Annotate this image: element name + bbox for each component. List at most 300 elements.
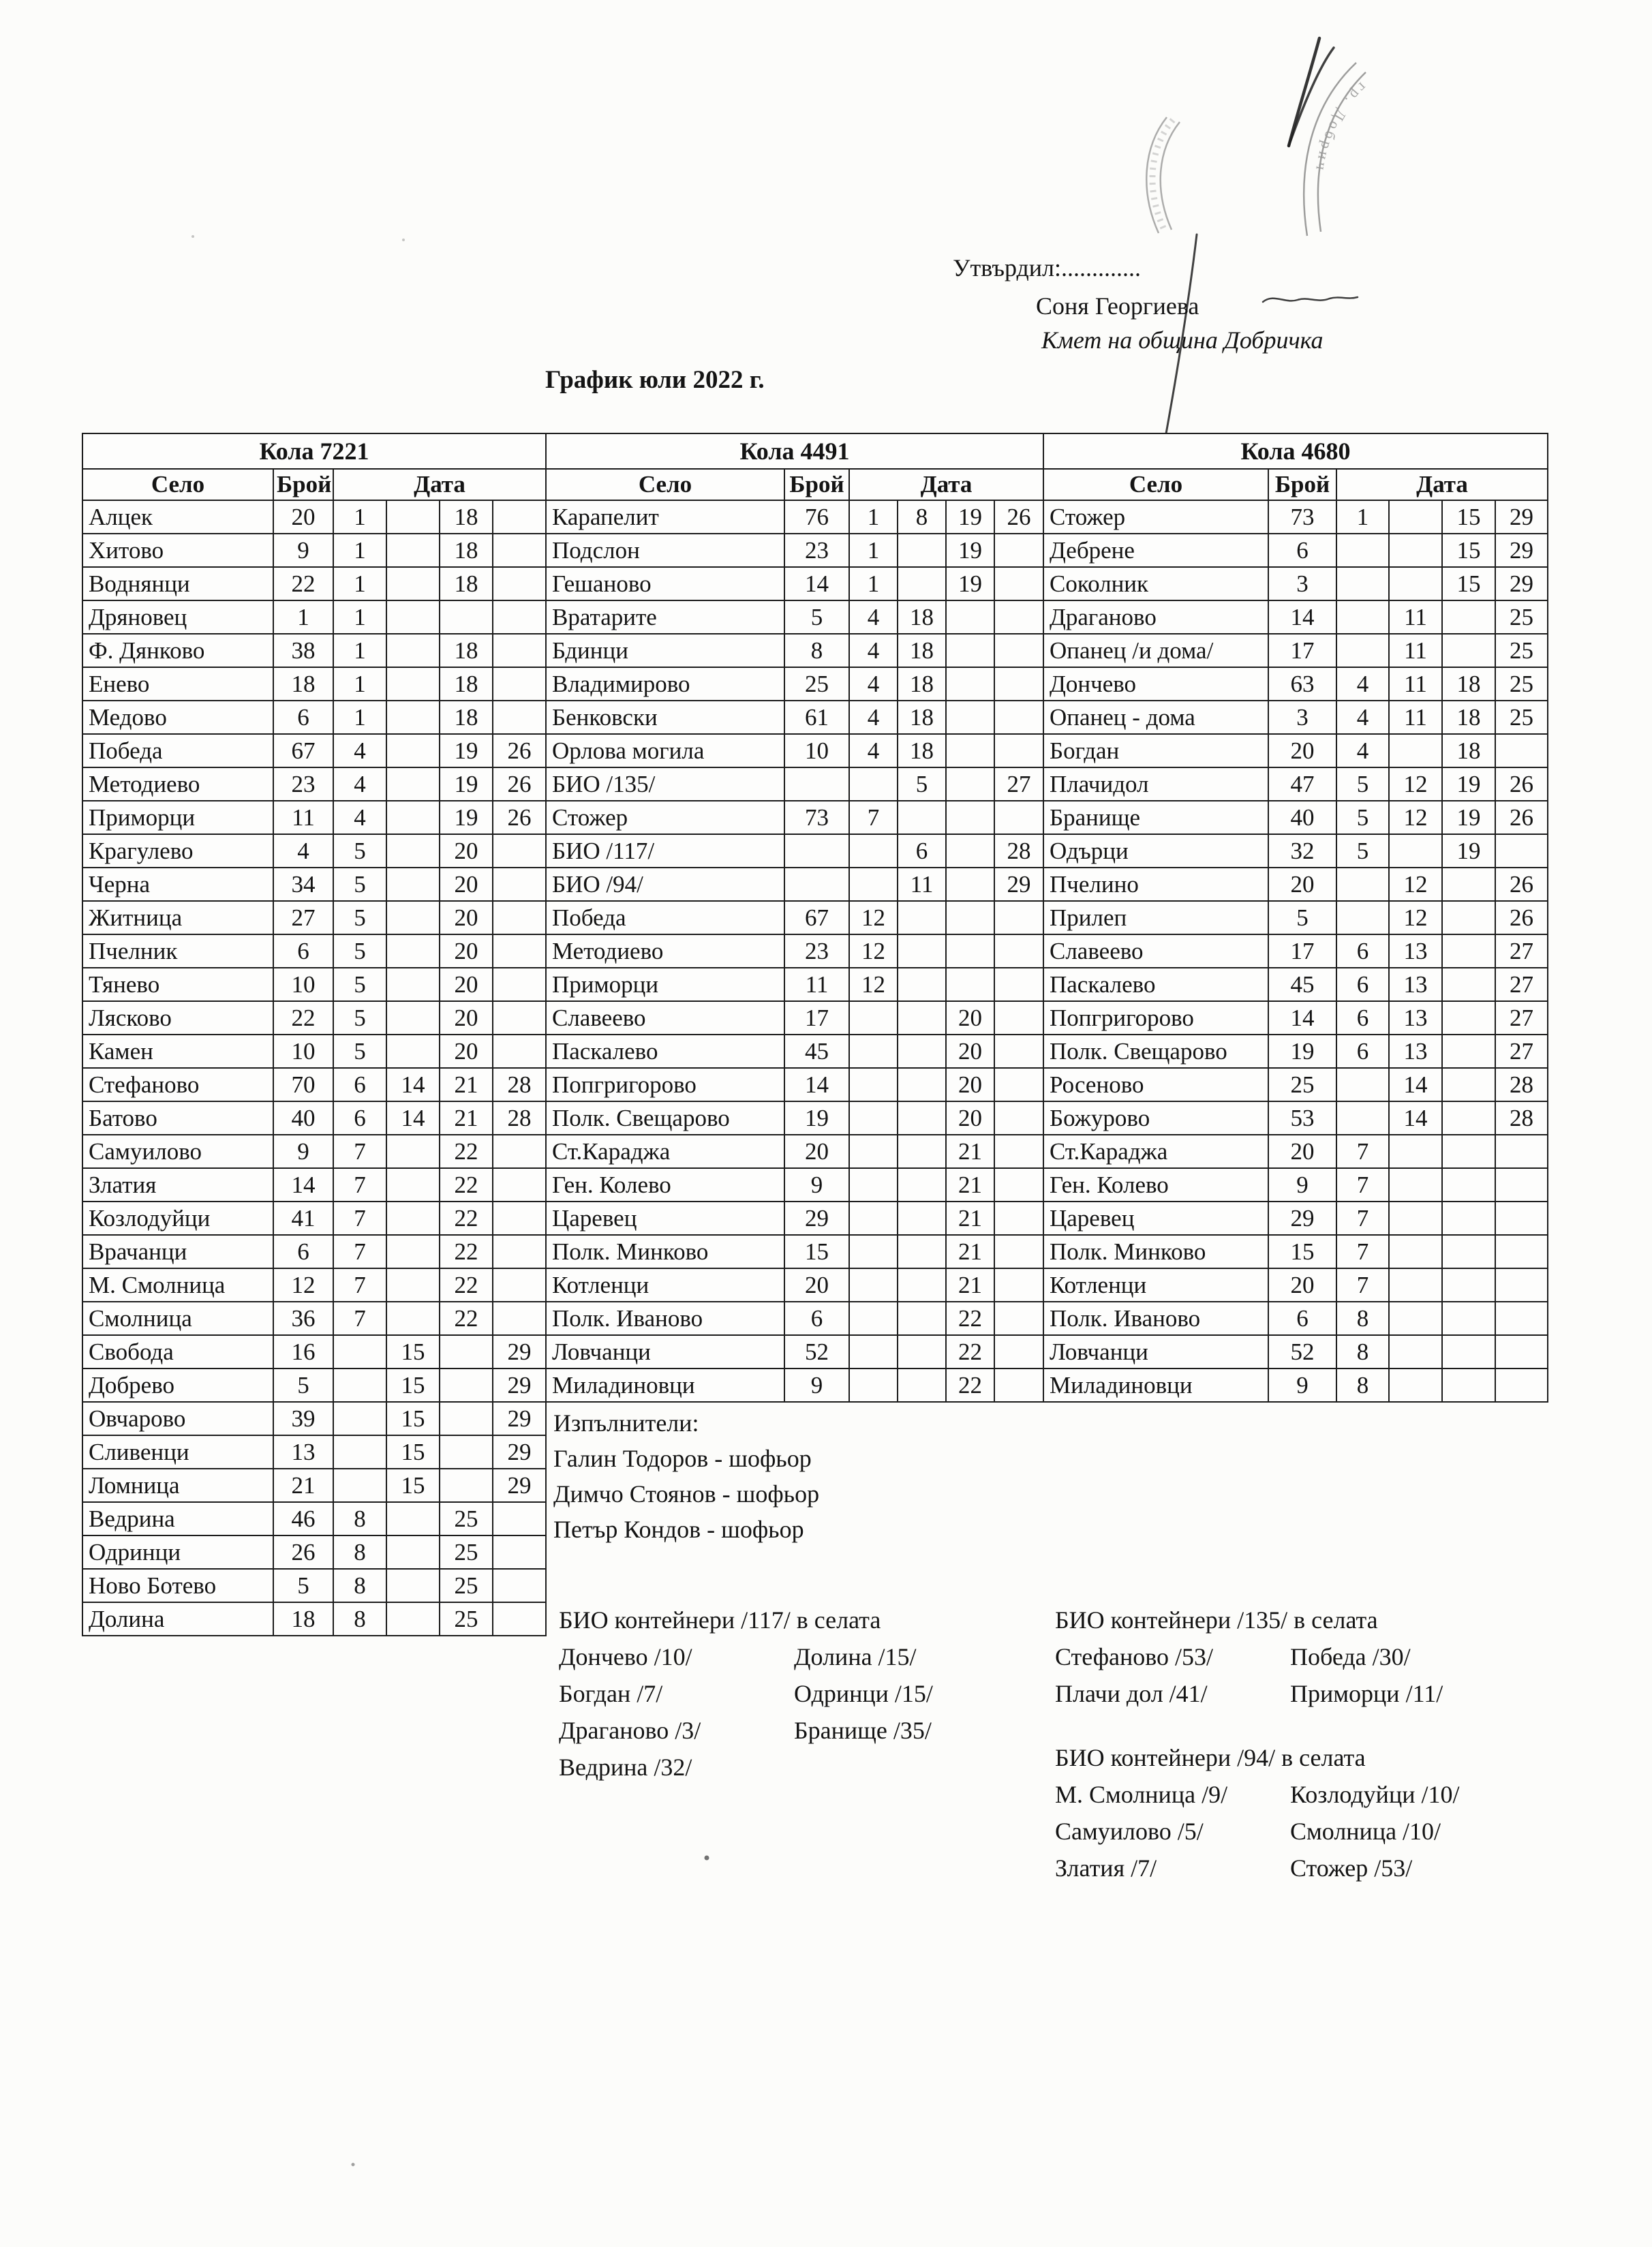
village-cell: Росеново: [1043, 1068, 1268, 1101]
schedule-row: [1043, 667, 1548, 701]
date-cell: [1389, 1235, 1442, 1268]
date-cell: 29: [493, 1369, 546, 1402]
date-cell: [898, 1101, 946, 1135]
col-header-date: Дата: [1336, 469, 1548, 500]
schedule-row: [82, 667, 546, 701]
date-cell: [898, 534, 946, 567]
executors-heading: Изпълнители:: [553, 1409, 699, 1437]
village-cell: Камен: [82, 1035, 273, 1068]
village-cell: Плачидол: [1043, 767, 1268, 801]
village-cell: Овчарово: [82, 1402, 273, 1435]
count-cell: [784, 834, 849, 868]
date-cell: [333, 1469, 386, 1502]
date-cell: 22: [440, 1135, 493, 1168]
bio-note-row: [1055, 1850, 1546, 1886]
date-cell: [849, 1369, 898, 1402]
date-cell: [386, 734, 440, 767]
village-cell: М. Смолница: [82, 1268, 273, 1302]
executors-list: [553, 1441, 819, 1547]
date-cell: 13: [1389, 968, 1442, 1001]
date-cell: 27: [1495, 968, 1548, 1001]
count-cell: 10: [784, 734, 849, 767]
car-title: Кола 4680: [1043, 433, 1548, 469]
bio-note-list: [1055, 1776, 1546, 1886]
count-cell: 76: [784, 500, 849, 534]
schedule-row: [546, 1335, 1043, 1369]
bio-village-entry: Ведрина /32/: [559, 1754, 692, 1781]
date-cell: [386, 968, 440, 1001]
date-cell: 1: [333, 634, 386, 667]
date-cell: [333, 1335, 386, 1369]
date-cell: 29: [493, 1469, 546, 1502]
village-cell: Пчелник: [82, 934, 273, 968]
bio-village-entry: М. Смолница /9/: [1055, 1781, 1228, 1808]
date-cell: 22: [946, 1335, 994, 1369]
date-cell: [849, 1068, 898, 1101]
executor-item: Галин Тодоров - шофьор: [553, 1445, 812, 1472]
date-cell: [1389, 534, 1442, 567]
date-cell: 20: [440, 901, 493, 934]
village-cell: Котленци: [546, 1268, 784, 1302]
date-cell: [898, 968, 946, 1001]
schedule-row: [546, 701, 1043, 734]
count-cell: 67: [784, 901, 849, 934]
bio-village-entry: Златия /7/: [1055, 1854, 1157, 1882]
village-cell: Хитово: [82, 534, 273, 567]
date-cell: 22: [440, 1168, 493, 1202]
count-cell: 23: [784, 534, 849, 567]
date-cell: 18: [898, 667, 946, 701]
count-cell: 9: [784, 1369, 849, 1402]
schedule-row: [546, 1035, 1043, 1068]
count-cell: 52: [784, 1335, 849, 1369]
village-cell: Козлодуйци: [82, 1202, 273, 1235]
date-cell: [849, 1335, 898, 1369]
schedule-row: [82, 1402, 546, 1435]
date-cell: 20: [440, 934, 493, 968]
village-cell: Божурово: [1043, 1101, 1268, 1135]
date-cell: [440, 1369, 493, 1402]
schedule-row: [1043, 834, 1548, 868]
date-cell: [898, 1168, 946, 1202]
bio-note-list: [559, 1638, 1050, 1786]
village-cell: Паскалево: [546, 1035, 784, 1068]
date-cell: [1389, 500, 1442, 534]
schedule-row: [546, 1235, 1043, 1268]
schedule-row: [82, 1302, 546, 1335]
bio-note-94: [1055, 1739, 1546, 1886]
date-cell: [898, 1268, 946, 1302]
date-cell: [1495, 734, 1548, 767]
schedule-row: [82, 600, 546, 634]
count-cell: 36: [273, 1302, 333, 1335]
date-cell: [946, 834, 994, 868]
date-cell: 5: [333, 934, 386, 968]
schedule-row: [1043, 634, 1548, 667]
date-cell: 1: [333, 500, 386, 534]
date-cell: 18: [898, 734, 946, 767]
date-cell: 6: [1336, 1001, 1389, 1035]
count-cell: 52: [1268, 1335, 1336, 1369]
schedule-table-kola-4680: [1043, 433, 1548, 1403]
date-cell: [898, 1302, 946, 1335]
date-cell: [1442, 1168, 1495, 1202]
date-cell: [386, 1035, 440, 1068]
village-cell: Полк. Свещарово: [1043, 1035, 1268, 1068]
date-cell: [1389, 1335, 1442, 1369]
village-cell: Медово: [82, 701, 273, 734]
date-cell: 25: [440, 1602, 493, 1636]
date-cell: 1: [333, 600, 386, 634]
date-cell: 21: [946, 1202, 994, 1235]
schedule-row: [82, 1035, 546, 1068]
signature-squiggle: [1263, 297, 1358, 302]
village-cell: Миладиновци: [546, 1369, 784, 1402]
date-cell: 14: [386, 1101, 440, 1135]
date-cell: 19: [946, 500, 994, 534]
bio-village-entry: Плачи дол /41/: [1055, 1680, 1208, 1707]
date-cell: [1442, 1001, 1495, 1035]
date-cell: [386, 634, 440, 667]
count-cell: 5: [1268, 901, 1336, 934]
schedule-row: [546, 934, 1043, 968]
village-cell: Победа: [82, 734, 273, 767]
col-header-village: Село: [546, 469, 784, 500]
date-cell: [1442, 901, 1495, 934]
date-cell: [493, 500, 546, 534]
count-cell: 26: [273, 1535, 333, 1569]
date-cell: 20: [946, 1001, 994, 1035]
date-cell: 5: [1336, 767, 1389, 801]
village-cell: Черна: [82, 868, 273, 901]
date-cell: 6: [333, 1068, 386, 1101]
count-cell: 20: [784, 1268, 849, 1302]
village-cell: БИО /135/: [546, 767, 784, 801]
date-cell: 4: [333, 767, 386, 801]
date-cell: 8: [898, 500, 946, 534]
village-cell: БИО /94/: [546, 868, 784, 901]
date-cell: [333, 1402, 386, 1435]
date-cell: 28: [493, 1101, 546, 1135]
date-cell: [386, 868, 440, 901]
schedule-row: [82, 534, 546, 567]
bio-village-entry: Стефаново /53/: [1055, 1643, 1214, 1670]
date-cell: [994, 968, 1043, 1001]
date-cell: 19: [440, 734, 493, 767]
date-cell: [493, 567, 546, 600]
count-cell: 39: [273, 1402, 333, 1435]
village-cell: Подслон: [546, 534, 784, 567]
date-cell: 25: [1495, 667, 1548, 701]
date-cell: [386, 567, 440, 600]
schedule-row: [1043, 534, 1548, 567]
date-cell: [1495, 1135, 1548, 1168]
village-cell: Царевец: [1043, 1202, 1268, 1235]
village-cell: Житница: [82, 901, 273, 934]
schedule-row: [1043, 1168, 1548, 1202]
date-cell: [386, 767, 440, 801]
date-cell: [898, 901, 946, 934]
schedule-row: [1043, 734, 1548, 767]
date-cell: [440, 1402, 493, 1435]
date-cell: [994, 801, 1043, 834]
village-cell: Лясково: [82, 1001, 273, 1035]
date-cell: 6: [1336, 934, 1389, 968]
village-cell: Добрево: [82, 1369, 273, 1402]
date-cell: 29: [493, 1335, 546, 1369]
date-cell: [1389, 1369, 1442, 1402]
date-cell: 27: [1495, 1001, 1548, 1035]
village-cell: Алцек: [82, 500, 273, 534]
date-cell: 7: [333, 1202, 386, 1235]
date-cell: 20: [440, 968, 493, 1001]
schedule-row: [1043, 1068, 1548, 1101]
date-cell: 4: [1336, 667, 1389, 701]
date-cell: [1442, 1035, 1495, 1068]
schedule-row: [1043, 968, 1548, 1001]
date-cell: [946, 734, 994, 767]
date-cell: [898, 801, 946, 834]
schedule-row: [546, 801, 1043, 834]
date-cell: [1389, 834, 1442, 868]
schedule-row: [546, 734, 1043, 767]
date-cell: 7: [849, 801, 898, 834]
date-cell: 22: [946, 1302, 994, 1335]
date-cell: 8: [333, 1602, 386, 1636]
date-cell: 7: [1336, 1135, 1389, 1168]
village-cell: Ломница: [82, 1469, 273, 1502]
count-cell: 6: [1268, 1302, 1336, 1335]
date-cell: 6: [1336, 1035, 1389, 1068]
date-cell: 7: [333, 1235, 386, 1268]
schedule-row: [546, 1135, 1043, 1168]
date-cell: [440, 1469, 493, 1502]
col-header-count: Брой: [1268, 469, 1336, 500]
date-cell: 20: [946, 1035, 994, 1068]
schedule-row: [82, 767, 546, 801]
date-cell: [898, 1235, 946, 1268]
count-cell: 20: [273, 500, 333, 534]
count-cell: 38: [273, 634, 333, 667]
signature-pen-stroke: [1289, 38, 1319, 146]
schedule-row: [82, 701, 546, 734]
count-cell: 70: [273, 1068, 333, 1101]
date-cell: 26: [1495, 801, 1548, 834]
date-cell: 20: [946, 1101, 994, 1135]
date-cell: [1442, 1202, 1495, 1235]
date-cell: 14: [1389, 1101, 1442, 1135]
date-cell: [493, 834, 546, 868]
village-cell: Ведрина: [82, 1502, 273, 1535]
date-cell: 11: [1389, 600, 1442, 634]
count-cell: 23: [784, 934, 849, 968]
count-cell: 19: [784, 1101, 849, 1135]
count-cell: 1: [273, 600, 333, 634]
date-cell: 26: [493, 801, 546, 834]
date-cell: 1: [333, 701, 386, 734]
date-cell: 7: [333, 1135, 386, 1168]
schedule-row: [546, 567, 1043, 600]
count-cell: 20: [1268, 1135, 1336, 1168]
date-cell: 18: [898, 600, 946, 634]
date-cell: 1: [849, 500, 898, 534]
col-header-count: Брой: [784, 469, 849, 500]
schedule-row: [1043, 1235, 1548, 1268]
schedule-row: [546, 834, 1043, 868]
date-cell: [994, 934, 1043, 968]
date-cell: [1336, 534, 1389, 567]
count-cell: 16: [273, 1335, 333, 1369]
count-cell: 29: [784, 1202, 849, 1235]
village-cell: Дряновец: [82, 600, 273, 634]
village-cell: Полк. Минково: [1043, 1235, 1268, 1268]
date-cell: 26: [994, 500, 1043, 534]
count-cell: 9: [273, 1135, 333, 1168]
approval-label: Утвърдил:.............: [953, 254, 1142, 281]
date-cell: [994, 634, 1043, 667]
date-cell: 7: [333, 1168, 386, 1202]
bio-note-135: [1055, 1602, 1546, 1712]
date-cell: 29: [1495, 567, 1548, 600]
schedule-rows: [1043, 500, 1548, 1402]
date-cell: [386, 600, 440, 634]
count-cell: 6: [784, 1302, 849, 1335]
date-cell: [898, 567, 946, 600]
executor-item: Петър Кондов - шофьор: [553, 1516, 804, 1543]
count-cell: 21: [273, 1469, 333, 1502]
date-cell: 12: [1389, 901, 1442, 934]
date-cell: [493, 634, 546, 667]
col-header-count: Брой: [273, 469, 333, 500]
date-cell: 25: [440, 1502, 493, 1535]
date-cell: 20: [946, 1068, 994, 1101]
date-cell: [440, 1435, 493, 1469]
schedule-row: [1043, 600, 1548, 634]
count-cell: 14: [1268, 1001, 1336, 1035]
date-cell: 6: [333, 1101, 386, 1135]
village-cell: Опанец - дома: [1043, 701, 1268, 734]
schedule-row: [546, 1168, 1043, 1202]
date-cell: [386, 1001, 440, 1035]
date-cell: [994, 567, 1043, 600]
date-cell: 14: [1389, 1068, 1442, 1101]
count-cell: 14: [273, 1168, 333, 1202]
count-cell: 15: [1268, 1235, 1336, 1268]
schedule-row: [82, 901, 546, 934]
date-cell: 25: [440, 1535, 493, 1569]
schedule-row: [546, 1101, 1043, 1135]
car-title: Кола 4491: [546, 433, 1043, 469]
count-cell: 9: [273, 534, 333, 567]
date-cell: [849, 868, 898, 901]
count-cell: 19: [1268, 1035, 1336, 1068]
date-cell: [1336, 1068, 1389, 1101]
car-title: Кола 7221: [82, 433, 546, 469]
date-cell: [493, 968, 546, 1001]
schedule-rows: [82, 500, 546, 1636]
date-cell: 8: [1336, 1369, 1389, 1402]
date-cell: [493, 1502, 546, 1535]
date-cell: [1495, 1335, 1548, 1369]
date-cell: [1442, 1369, 1495, 1402]
village-cell: Ново Ботево: [82, 1569, 273, 1602]
schedule-row: [546, 1369, 1043, 1402]
village-cell: Одринци: [82, 1535, 273, 1569]
date-cell: [1336, 567, 1389, 600]
schedule-row: [82, 1202, 546, 1235]
count-cell: 73: [784, 801, 849, 834]
count-cell: 11: [784, 968, 849, 1001]
date-cell: [440, 1335, 493, 1369]
date-cell: [849, 1302, 898, 1335]
date-cell: 20: [440, 1001, 493, 1035]
date-cell: [849, 1202, 898, 1235]
village-cell: Бдинци: [546, 634, 784, 667]
date-cell: 4: [849, 734, 898, 767]
village-cell: Ген. Колево: [546, 1168, 784, 1202]
date-cell: [994, 1202, 1043, 1235]
col-header-date: Дата: [849, 469, 1043, 500]
date-cell: [898, 1001, 946, 1035]
bio-note-list: [1055, 1638, 1546, 1712]
bio-note-row: [559, 1638, 1050, 1675]
schedule-row: [1043, 901, 1548, 934]
date-cell: 21: [946, 1235, 994, 1268]
date-cell: [1336, 634, 1389, 667]
date-cell: [994, 1068, 1043, 1101]
date-cell: [849, 834, 898, 868]
date-cell: 20: [440, 834, 493, 868]
date-cell: [849, 767, 898, 801]
schedule-row: [82, 834, 546, 868]
count-cell: 34: [273, 868, 333, 901]
count-cell: 32: [1268, 834, 1336, 868]
count-cell: 45: [784, 1035, 849, 1068]
date-cell: 19: [440, 767, 493, 801]
date-cell: 18: [1442, 701, 1495, 734]
schedule-row: [82, 1569, 546, 1602]
date-cell: [994, 901, 1043, 934]
date-cell: 4: [1336, 734, 1389, 767]
date-cell: 4: [1336, 701, 1389, 734]
date-cell: [493, 1168, 546, 1202]
schedule-row: [82, 634, 546, 667]
document-title: График юли 2022 г.: [545, 366, 765, 394]
approver-name: Соня Георгиева: [1036, 292, 1199, 320]
bio-note-row: [559, 1712, 1050, 1749]
date-cell: 20: [440, 1035, 493, 1068]
date-cell: [994, 734, 1043, 767]
count-cell: 23: [273, 767, 333, 801]
date-cell: [1389, 1168, 1442, 1202]
count-cell: 22: [273, 1001, 333, 1035]
date-cell: [386, 1235, 440, 1268]
date-cell: 8: [1336, 1335, 1389, 1369]
count-cell: 9: [784, 1168, 849, 1202]
count-cell: 40: [273, 1101, 333, 1135]
date-cell: 29: [1495, 500, 1548, 534]
date-cell: 7: [333, 1268, 386, 1302]
date-cell: 8: [333, 1502, 386, 1535]
schedule-row: [546, 968, 1043, 1001]
date-cell: 19: [1442, 767, 1495, 801]
bio-note-heading: БИО контейнери /94/ в селата: [1055, 1744, 1366, 1771]
date-cell: 15: [1442, 500, 1495, 534]
count-cell: 18: [273, 1602, 333, 1636]
schedule-row: [82, 934, 546, 968]
date-cell: 1: [333, 567, 386, 600]
schedule-row: [82, 734, 546, 767]
